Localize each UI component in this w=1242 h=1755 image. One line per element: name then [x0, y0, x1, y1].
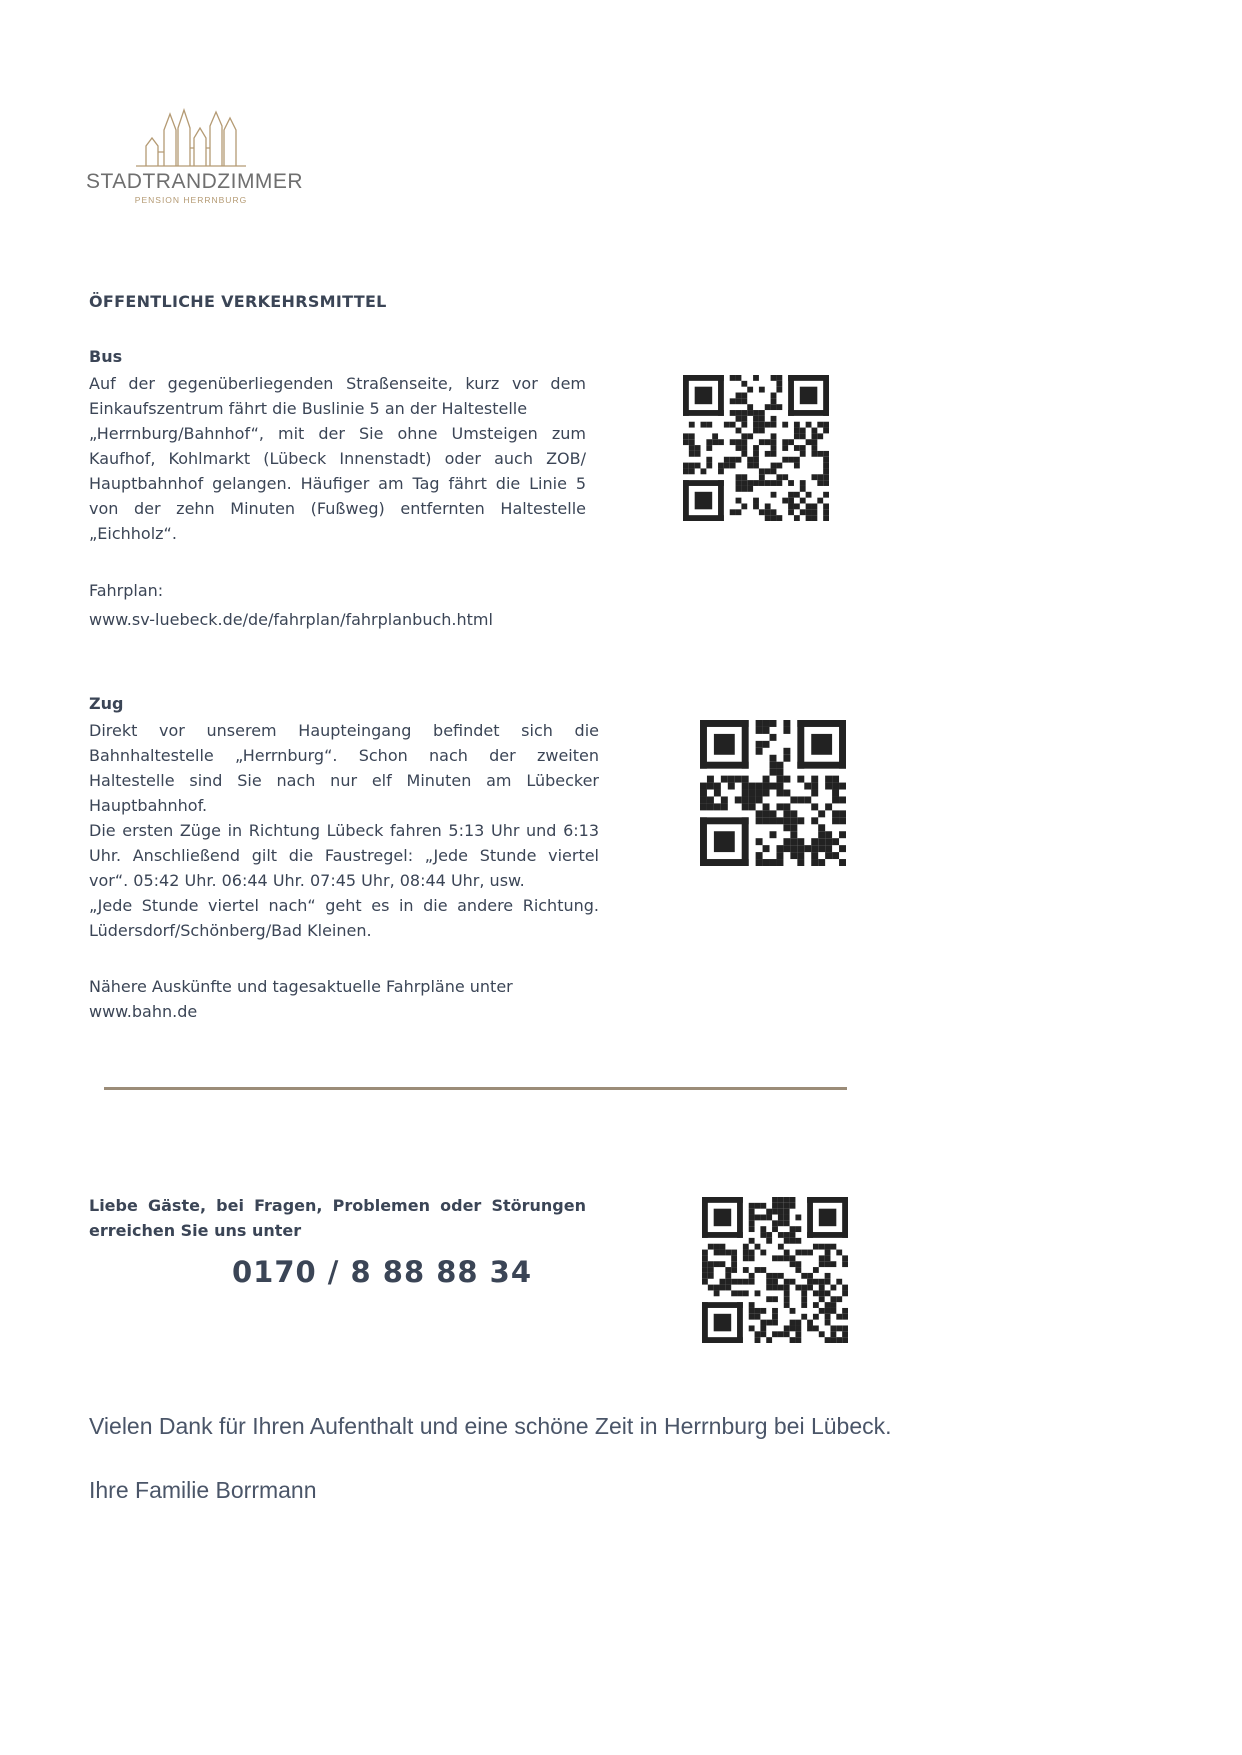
bus-schedule-link[interactable]: www.sv-luebeck.de/de/fahrplan/fahrplanbuch.html — [89, 610, 493, 629]
train-line: vor“. 05:42 Uhr. 06:44 Uhr. 07:45 Uhr, 08:44 Uhr, usw. — [89, 871, 525, 890]
bus-paragraph — [89, 371, 586, 546]
contact-line: erreichen Sie uns unter — [89, 1221, 302, 1240]
bus-line: Auf der gegenüberliegenden Straßenseite, kurz vor dem — [89, 374, 586, 393]
bus-line: von der zehn Minuten (Fußweg) entfernten Haltestelle — [89, 499, 586, 518]
qr-code-icon[interactable] — [702, 1197, 848, 1343]
train-line: Die ersten Züge in Richtung Lübeck fahren 5:13 Uhr und 6:13 — [89, 821, 599, 840]
contact-line: Liebe Gäste, bei Fragen, Problemen oder Störungen — [89, 1196, 586, 1215]
train-info-link[interactable]: www.bahn.de — [89, 1002, 198, 1021]
section-title: ÖFFENTLICHE VERKEHRSMITTEL — [89, 292, 387, 311]
train-line: Lüdersdorf/Schönberg/Bad Kleinen. — [89, 921, 372, 940]
bus-title: Bus — [89, 347, 123, 366]
bus-schedule-label: Fahrplan: — [89, 581, 164, 600]
train-paragraph — [89, 718, 599, 943]
bus-line: Einkaufszentrum fährt die Buslinie 5 an der Haltestelle — [89, 399, 528, 418]
train-info-line: Nähere Auskünfte und tagesaktuelle Fahrpläne unter — [89, 977, 513, 996]
contact-paragraph — [89, 1193, 586, 1243]
church-skyline-icon — [86, 108, 296, 168]
qr-code-icon[interactable] — [683, 375, 829, 521]
train-line: Haltestelle sind Sie nach nur elf Minuten am Lübecker — [89, 771, 599, 790]
bus-line: Hauptbahnhof gelangen. Häufiger am Tag fährt die Linie 5 — [89, 474, 586, 493]
bus-line: „Herrnburg/Bahnhof“, mit der Sie ohne Umsteigen zum — [89, 424, 586, 443]
bus-line: „Eichholz“. — [89, 524, 177, 543]
train-line: Uhr. Anschließend gilt die Faustregel: „Jede Stunde viertel — [89, 846, 599, 865]
train-line: Direkt vor unserem Haupteingang befindet sich die — [89, 721, 599, 740]
train-line: Bahnhaltestelle „Herrnburg“. Schon nach der zweiten — [89, 746, 599, 765]
closing-signature: Ihre Familie Borrmann — [89, 1477, 317, 1503]
logo — [86, 108, 306, 208]
qr-code-icon[interactable] — [700, 720, 846, 866]
divider — [104, 1087, 847, 1090]
train-line: „Jede Stunde viertel nach“ geht es in die andere Richtung. — [89, 896, 599, 915]
logo-subline: PENSION HERRNBURG — [134, 195, 248, 205]
closing-thanks: Vielen Dank für Ihren Aufenthalt und eine schöne Zeit in Herrnburg bei Lübeck. — [89, 1413, 892, 1439]
contact-phone[interactable]: 0170 / 8 88 88 34 — [232, 1255, 533, 1289]
bus-line: Kaufhof, Kohlmarkt (Lübeck Innenstadt) oder auch ZOB/ — [89, 449, 586, 468]
logo-wordmark: STADTRANDZIMMER — [86, 170, 304, 193]
train-line: Hauptbahnhof. — [89, 796, 208, 815]
train-title: Zug — [89, 694, 124, 713]
